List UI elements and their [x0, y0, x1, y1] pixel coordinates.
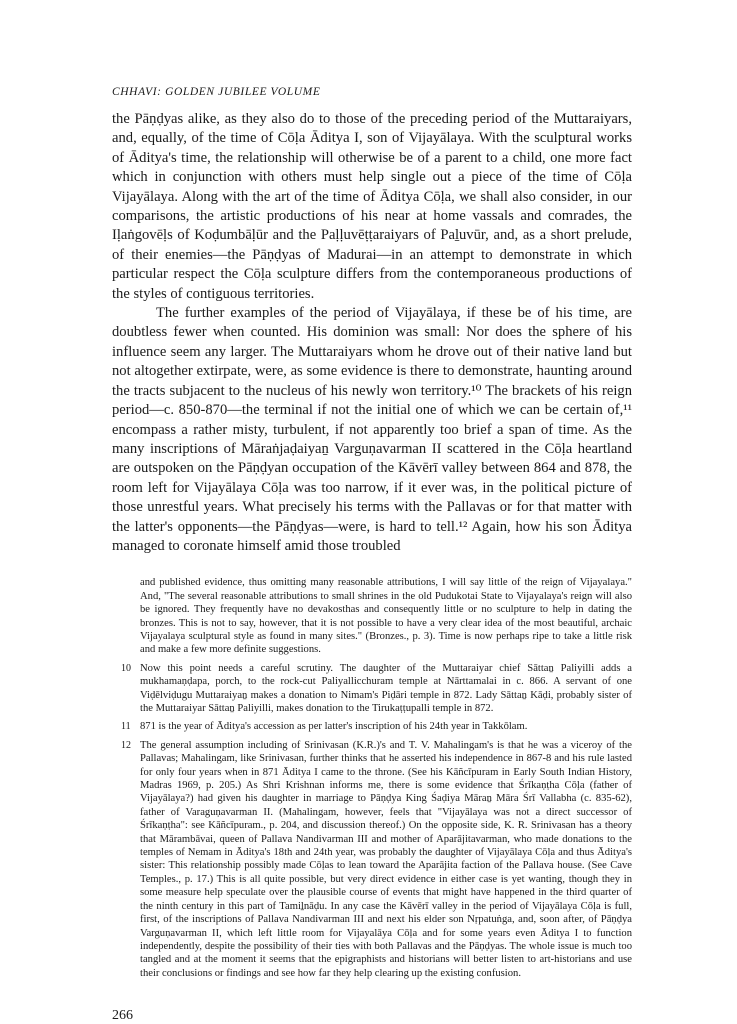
footnote-text: Now this point needs a careful scrutiny. The daughter of the Muttaraiyar chief Sāttaṉ Paliyilli adds a mukhamaṇḍapa, porch, to the rock-cut Paliyallicchuram temple at Nārttamalai in c. 866. A servant of one Viḍēlviḍugu Muttaraiyaṉ makes a donation to Nimam's Piḍāri temple in 872. Lady Sāttaṉ Kāḍi, probably sister of the Muttaraiyar Sāttaṉ Paliyilli, makes donation to the Tirukaṭṭupalli temple in 872.: [140, 662, 632, 714]
footnote-12: [121, 739, 632, 980]
footnote-11: [121, 720, 632, 733]
footnote-number: 11: [121, 721, 131, 733]
footnote-text: The general assumption including of Srinivasan (K.R.)'s and T. V. Mahalingam's is that he was a viceroy of the Pallavas; Mahalingam, like Srinivasan, further thinks that he asserted his independence in 867-8 and his rule lasted for only four years when in 871 Āditya I came to the throne. (See his Kāñcīpuram in Early South Indian History, Madras 1969, p. 205.) As Shri Krishnan informs me, there is some evidence that Śrīkaṇṭha Cōḷa (father of Vijayālaya?) had given his daughter in marriage to Pāṇḍya King Śaḍiya Māraṉ Māra Śrī Vallabha (c. 835-62), father of Varaguṇavarman II. (Mahalingam, however, feels that "Vijayālaya was not a direct successor of Śrīkaṇṭha": see Kāñcīpuram., p. 204, and discussion thereof.) On the opposite side, K. R. Srinivasan has a theory that Mārambāvai, queen of Pallava Nandivarman III and mother of Aparājitavarman, who made donations to the temples of Nemam in Āditya's 18th and 24th year, was probably the daughter of Vijayālaya Cōḷa and thus Āditya's sister: This relationship possibly made Cōḷas to lean toward the Aparājita faction of the Pallava house. (See Cave Temples., p. 17.) This is all quite possible, but very direct evidence in either case is yet wanting, though they in some measure help speculate over the plausible course of events that might have happened in the third quarter of the ninth century in this part of Tamiḻnāḍu. In any case the Kāvērī valley in the period of Vijayālaya Cōḷa is full, first, of the inscriptions of Pallava Nandivarman III and next his elder son Nṛpatuṅga, and, soon after, of Pāṇḍya Varguṇavarman II, which left little room for Vijayalāya Cōḷa and for some years even Āditya I to function independently, despite the possibility of their ties with both Pallavas and the Pāṇḍyas. The whole issue is much too tangled and at the moment it seems that the epigraphists and historians will better listen to art-historians and use their conclusions or findings and see how far they help clearing up the existing confusion.: [140, 739, 632, 979]
footnote-number: 10: [121, 662, 131, 674]
footnote-text: 871 is the year of Āditya's accession as per latter's inscription of his 24th year in Takkōlam.: [140, 721, 528, 733]
body-text: [112, 110, 632, 556]
document-page: [112, 86, 632, 1024]
footnotes: [112, 576, 632, 980]
paragraph-2: The further examples of the period of Vijayālaya, if these be of his time, are doubtless fewer when counted. His dominion was small: Nor does the sphere of his influence seem any larger. The Muttaraiyars whom he drove out of their native land but not altogether extirpate, were, as some evidence is there to demonstrate, haunting around the tracts subjacent to the nucleus of his newly won territory.¹⁰ The brackets of his reign period—c. 850-870—the terminal if not the initial one of which we can be certain of,¹¹ encompass a rather misty, turbulent, if not apparently too brief a span of time. As the many inscriptions of Māraṅjaḍaiyaṉ Varguṇavarman II scattered in the Cōḷa heartland are outspoken on the Pāṇḍyan occupation of the Kāvērī valley between 864 and 878, the room left for Vijayālaya Cōḷa was too narrow, if it ever was, in the political picture of those unrestful years. What precisely his terms with the Pallavas or for that matter with the latter's opponents—the Pāṇḍyas—were, is hard to tell.¹² Again, how his son Āditya managed to coronate himself amid those troubled: [112, 305, 632, 554]
running-head: CHHAVI: GOLDEN JUBILEE VOLUME: [112, 86, 321, 98]
footnote-10: [121, 662, 632, 716]
paragraph-1: the Pāṇḍyas alike, as they also do to those of the preceding period of the Muttaraiyars, and, equally, of the time of Cōḷa Āditya I, son of Vijayālaya. With the sculptural works of Āditya's time, the relationship will otherwise be of a parent to a child, one more fact which in conjunction with others must help single out a piece of the time of Cōḷa Vijayālaya. Along with the art of the time of Āditya Cōḷa, we shall also consider, in our comparisons, the artistic productions of his near at home vassals and comrades, the Iḷaṅgovēḷs of Koḍumbāḷūr and the Paḷḷuvēṭṭaraiyars of Paḻuvūr, and, as a short prelude, of their enemies—the Pāṇḍyas of Madurai—in an attempt to demonstrate in which particular respect the Cōḷa sculpture differs from the contemporaneous productions of the styles of contiguous territories.: [112, 111, 632, 302]
footnote-continuation: and published evidence, thus omitting many reasonable attributions, I will say little of the reign of Vijayalaya." And, "The several reasonable attributions to small shrines in the old Pudukotai State to Vijayalaya's reign will also be ignored. They frequently have no devakosthas and consequently little or no sculpture to help in dating the bronzes. This is not to say, however, that it is not possible to have a very clear idea of the most beautiful, archaic Vijayalaya sculptural style as found in many sites." (Bronzes., p. 3). Time is now perhaps ripe to take a little risk and make a few more definite suggestions.: [140, 577, 632, 656]
page-number: 266: [112, 1008, 133, 1024]
footnote-number: 12: [121, 739, 131, 751]
